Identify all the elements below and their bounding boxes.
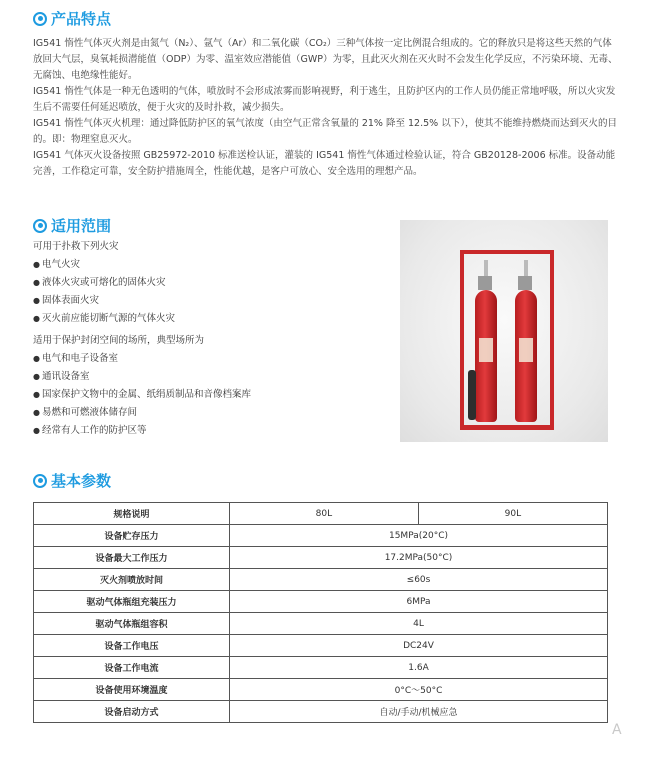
row-label: 设备工作电压	[34, 635, 230, 657]
row-value: 0°C～50°C	[230, 679, 608, 701]
table-row	[34, 635, 608, 657]
scope-list	[33, 238, 251, 440]
features-title: 产品特点	[51, 10, 112, 28]
table-row	[34, 525, 608, 547]
row-label: 驱动气体瓶组充装压力	[34, 591, 230, 613]
circle-icon	[33, 12, 47, 26]
features-paragraph: IG541 惰性气体是一种无色透明的气体，喷放时不会形成浓雾而影响视野，利于逃生，且防护区内的工作人员仍能正常地呼吸，所以火灾发生后不需要任何延迟喷放，便于火灾的及时扑救，减少损失。	[33, 86, 616, 113]
table-header-90l: 90L	[418, 503, 607, 525]
params-table	[33, 502, 608, 723]
list-item: ● 国家保护文物中的金属、纸绢质制品和音像档案库	[33, 386, 251, 404]
table-row	[34, 613, 608, 635]
row-value: 17.2MPa(50°C)	[230, 547, 608, 569]
table-row	[34, 547, 608, 569]
row-value: 4L	[230, 613, 608, 635]
circle-icon	[33, 219, 47, 233]
list-item: ● 液体火灾或可熔化的固体火灾	[33, 274, 251, 292]
scope-title: 适用范围	[51, 217, 112, 235]
row-value: ≤60s	[230, 569, 608, 591]
params-title: 基本参数	[51, 472, 112, 490]
row-label: 设备启动方式	[34, 701, 230, 723]
list-item: ● 易燃和可燃液体储存间	[33, 404, 251, 422]
features-paragraph: IG541 惰性气体灭火机理：通过降低防护区的氧气浓度（由空气正常含氧量的 21% 降至 12.5% 以下），使其不能维持燃烧而达到灭火的目的。即：物理窒息灭火。	[33, 118, 617, 145]
table-row	[34, 701, 608, 723]
product-image	[400, 220, 608, 442]
list-item: ● 经常有人工作的防护区等	[33, 422, 251, 440]
features-paragraph: IG541 气体灭火设备按照 GB25972-2010 标准送检认证，灌装的 IG541 惰性气体通过检验认证，符合 GB20128-2006 标准。设备动能完善，工作稳定可靠，安全防护措施周全，性能优越，是客户可放心、安全选用的理想产品。	[33, 150, 616, 177]
table-row	[34, 657, 608, 679]
row-label: 设备工作电流	[34, 657, 230, 679]
table-header-label: 规格说明	[34, 503, 230, 525]
row-value: 1.6A	[230, 657, 608, 679]
circle-icon	[33, 474, 47, 488]
table-header-row	[34, 503, 608, 525]
list-item: ● 通讯设备室	[33, 368, 251, 386]
scope-heading	[33, 215, 111, 236]
row-value: 15MPa(20°C)	[230, 525, 608, 547]
list-item: ● 电气火灾	[33, 256, 251, 274]
scope-intro: 适用于保护封闭空间的场所，典型场所为	[33, 335, 205, 346]
row-label: 设备使用环境温度	[34, 679, 230, 701]
features-text	[33, 36, 619, 180]
watermark: A	[612, 722, 622, 738]
list-item: ● 固体表面火灾	[33, 292, 251, 310]
features-heading	[33, 8, 111, 29]
list-item: ● 灭火前应能切断气源的气体火灾	[33, 310, 251, 328]
params-heading	[33, 470, 111, 491]
row-label: 灭火剂喷放时间	[34, 569, 230, 591]
row-label: 设备最大工作压力	[34, 547, 230, 569]
table-header-80l: 80L	[230, 503, 419, 525]
row-label: 设备贮存压力	[34, 525, 230, 547]
features-paragraph: IG541 惰性气体灭火剂是由氮气（N₂）、氩气（Ar）和二氧化碳（CO₂）三种气体按一定比例混合组成的。它的释放只是将这些天然的气体放回大气层，臭氧耗损潜能值（ODP）为零、温室效应潜能值（GWP）为零，且此灭火剂在灭火时不会发生化学反应，不污染环境、无毒、无腐蚀、电绝缘性能好。	[33, 38, 618, 81]
row-label: 驱动气体瓶组容积	[34, 613, 230, 635]
table-row	[34, 591, 608, 613]
row-value: DC24V	[230, 635, 608, 657]
scope-intro: 可用于扑救下列火灾	[33, 241, 119, 252]
row-value: 自动/手动/机械应急	[230, 701, 608, 723]
table-row	[34, 569, 608, 591]
row-value: 6MPa	[230, 591, 608, 613]
table-row	[34, 679, 608, 701]
list-item: ● 电气和电子设备室	[33, 350, 251, 368]
